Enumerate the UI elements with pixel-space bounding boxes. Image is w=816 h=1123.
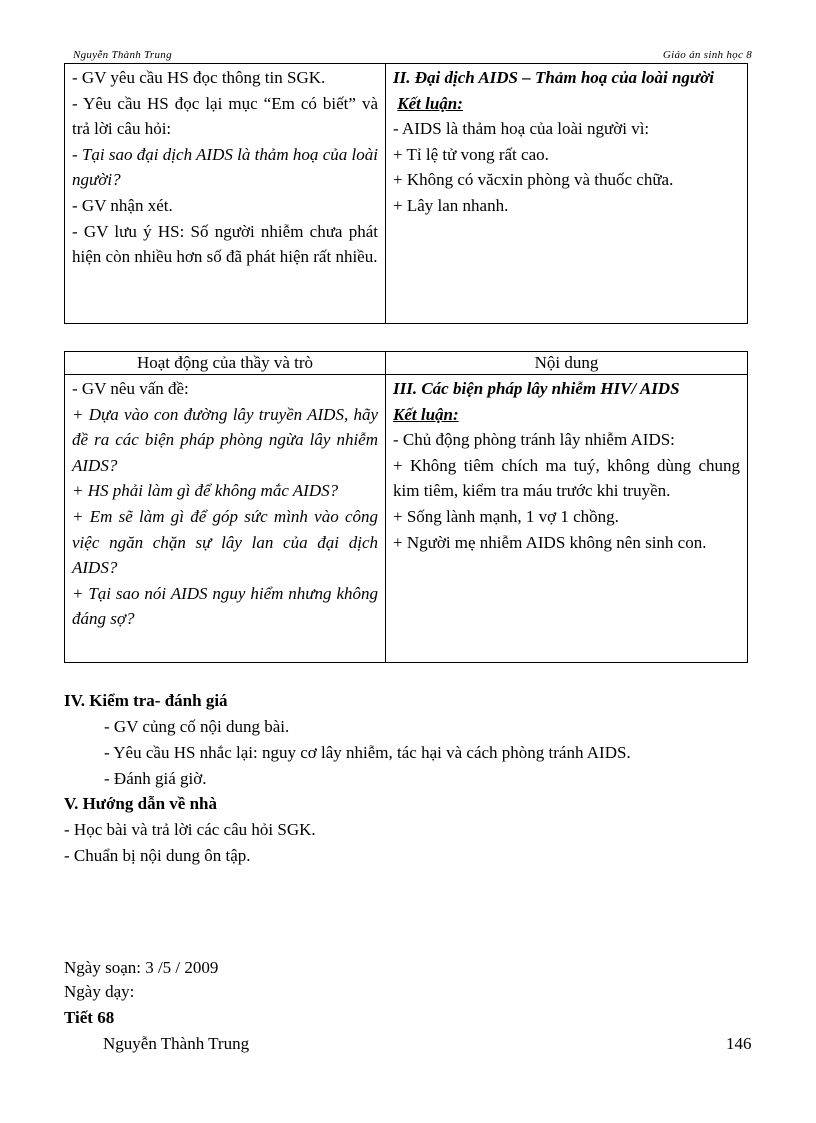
lesson-table-continued [64, 63, 748, 324]
section-4-item: - GV củng cố nội dung bài. [104, 717, 290, 736]
date-prepared: Ngày soạn: 3 /5 / 2009 [64, 958, 219, 977]
activity-line: - GV lưu ý HS: Số người nhiễm chưa phát hiện còn nhiều hơn số đã phát hiện rất nhiều. [72, 221, 378, 267]
section-5-item: - Học bài và trả lời các câu hỏi SGK. [64, 820, 316, 839]
activity-line: - Yêu cầu HS đọc lại mục “Em có biết” và trả lời câu hỏi: [72, 93, 378, 139]
section-4-title: IV. Kiểm tra- đánh giá [64, 691, 228, 710]
date-taught: Ngày dạy: [64, 982, 135, 1001]
section-heading: III. Các biện pháp lây nhiễm HIV/ AIDS [393, 379, 680, 398]
conclusion-label: Kết luận: [393, 404, 459, 424]
activity-line: - GV nhận xét. [72, 195, 173, 215]
page-number: 146 [726, 1034, 752, 1053]
section-5-item: - Chuẩn bị nội dung ôn tập. [64, 846, 251, 865]
activity-line: - GV nêu vấn đề: [72, 379, 189, 398]
content-line: + Không có văcxin phòng và thuốc chữa. [393, 170, 674, 190]
activity-question: + Dựa vào con đường lây truyền AIDS, hãy đề ra các biện pháp phòng ngừa lây nhiễm AIDS? [72, 404, 378, 475]
content-cell [386, 375, 748, 663]
footer-author: Nguyễn Thành Trung [103, 1034, 250, 1053]
content-line: + Tỉ lệ tử vong rất cao. [393, 144, 549, 164]
lesson-table-activity-3 [64, 351, 748, 663]
column-header-activities: Hoạt động của thầy và trò [65, 352, 386, 375]
content-line: + Sống lành mạnh, 1 vợ 1 chồng. [393, 506, 619, 526]
lesson-number: Tiết 68 [64, 1008, 115, 1027]
content-line: + Lây lan nhanh. [393, 195, 509, 215]
section-4-item: - Đánh giá giờ. [104, 769, 207, 788]
column-header-content: Nội dung [386, 352, 748, 375]
activity-question: + Tại sao nói AIDS nguy hiểm nhưng không đáng sợ? [72, 583, 378, 629]
conclusion-label-wrap [393, 402, 740, 428]
activity-question: - Tại sao đại dịch AIDS là thảm hoạ của loài người? [72, 144, 378, 190]
content-line: + Người mẹ nhiễm AIDS không nên sinh con. [393, 532, 707, 552]
teacher-activity-cell [65, 64, 386, 324]
content-cell [386, 64, 748, 324]
section-5-title: V. Hướng dẫn về nhà [64, 794, 217, 813]
section-4-item: - Yêu cầu HS nhắc lại: nguy cơ lây nhiễm, tác hại và cách phòng tránh AIDS. [104, 743, 631, 762]
activity-question: + HS phải làm gì để không mắc AIDS? [72, 481, 339, 501]
content-line: - Chủ động phòng tránh lây nhiễm AIDS: [393, 430, 675, 450]
header-subject: Giáo án sinh học 8 [662, 49, 752, 61]
header-author: Nguyễn Thành Trung [73, 49, 172, 61]
activity-line: - GV yêu cầu HS đọc thông tin SGK. [72, 68, 326, 87]
conclusion-label: Kết luận: [397, 93, 463, 113]
teacher-activity-cell [65, 375, 386, 663]
activity-question: + Em sẽ làm gì để góp sức mình vào công việc ngăn chặn sự lây lan của đại dịch AIDS? [72, 506, 378, 578]
section-heading: II. Đại dịch AIDS – Thảm hoạ của loài người [393, 68, 714, 87]
conclusion-label-wrap [393, 91, 740, 117]
content-line: + Không tiêm chích ma tuý, không dùng chung kim tiêm, kiểm tra máu trước khi truyền. [393, 455, 740, 501]
content-line: - AIDS là thảm hoạ của loài người vì: [393, 119, 650, 139]
